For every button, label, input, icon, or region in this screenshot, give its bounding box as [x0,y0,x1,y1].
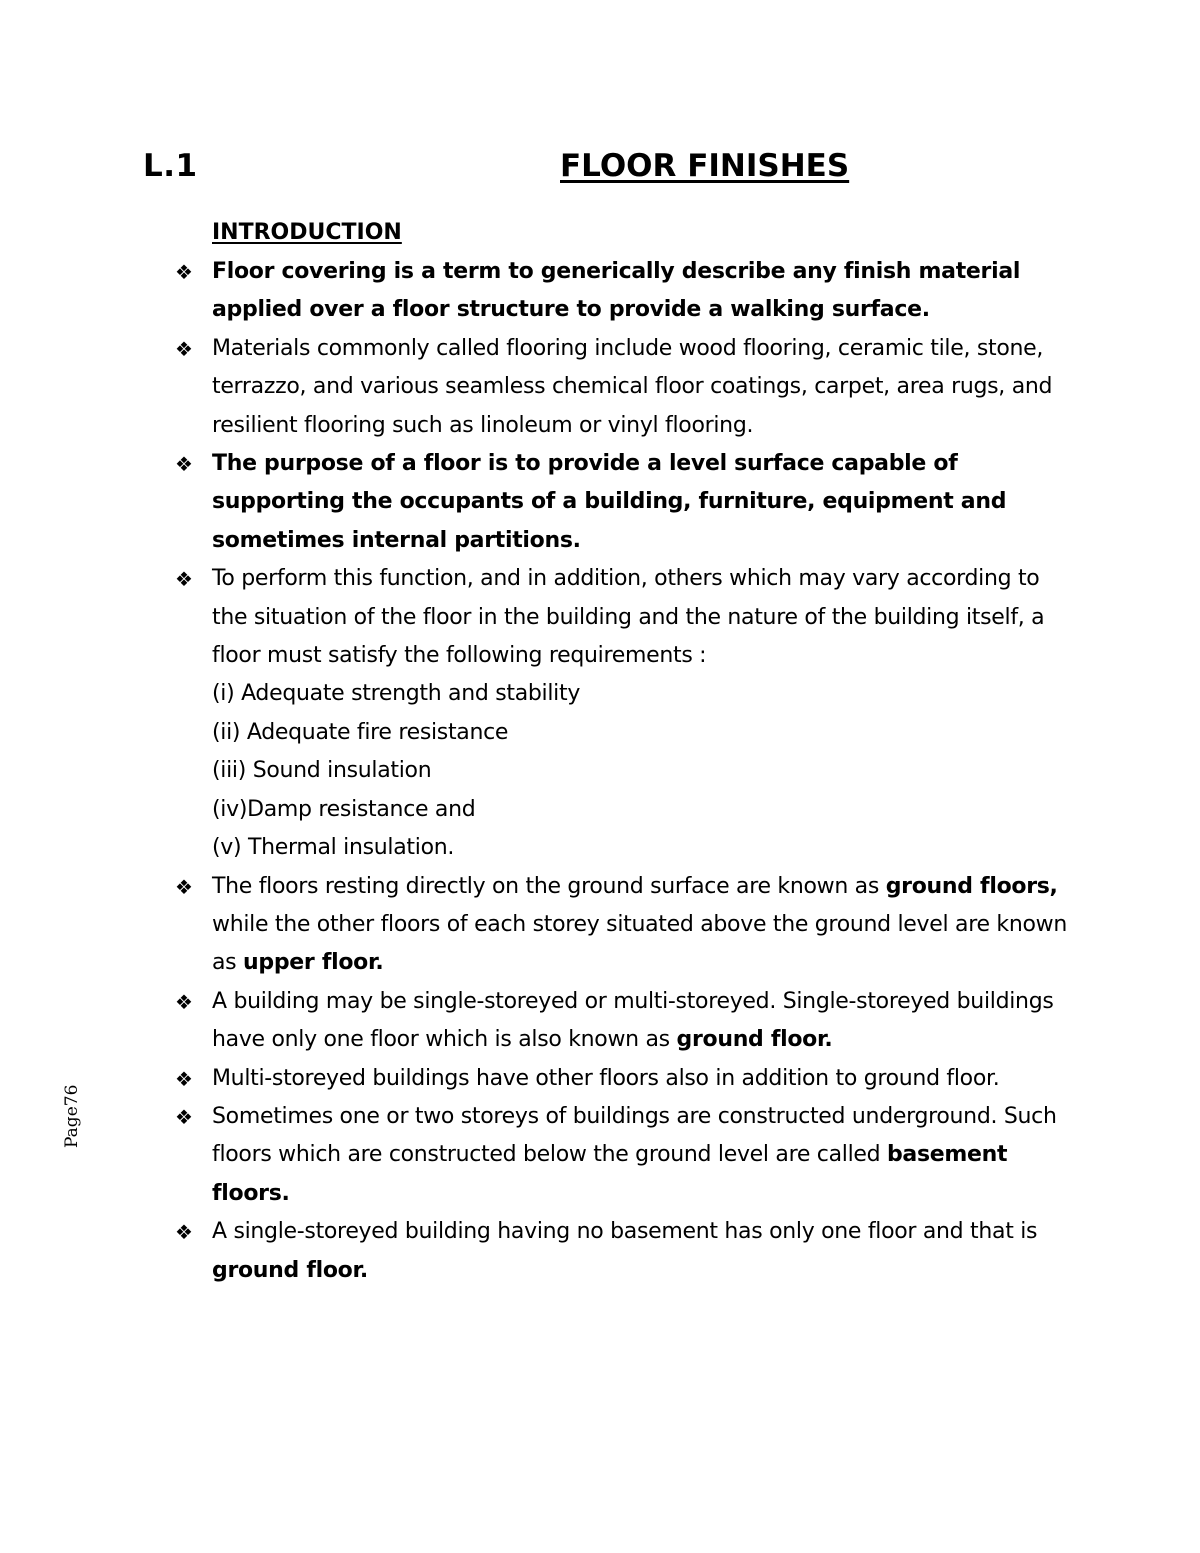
list-item [175,560,1075,867]
list-item-text: while the other floors of each storey situated above the ground level are known as [212,911,1067,976]
list-item-text: The floors resting directly on the ground surface are known as [212,873,886,899]
list-item-text: Materials commonly called flooring include wood flooring, ceramic tile, stone, terrazzo, and various seamless chemical floor coatings, carpet, area rugs, and resilient flooring such as linoleum or vinyl flooring. [212,335,1053,438]
diamond-bullet-icon: ❖ [175,1220,193,1245]
section-heading: INTRODUCTION [212,220,402,245]
list-item-text: A building may be single-storeyed or multi-storeyed. Single-storeyed buildings have only one floor which is also known as [212,988,1054,1053]
list-item-text: The purpose of a floor is to provide a level surface capable of supporting the occupants of a building, furniture, equipment and sometimes internal partitions. [212,451,1007,553]
diamond-bullet-icon: ❖ [175,989,193,1014]
emphasis-text: upper floor. [243,950,384,976]
diamond-bullet-icon: ❖ [175,1066,193,1091]
requirement-item: (ii) Adequate fire resistance [212,719,509,745]
diamond-bullet-icon: ❖ [175,336,193,361]
list-item-text: Sometimes one or two storeys of buildings are constructed underground. Such floors which are constructed below the ground level are called [212,1103,1057,1168]
diamond-bullet-icon: ❖ [175,452,193,477]
requirement-item: (iii) Sound insulation [212,758,432,784]
list-item [175,983,1075,1060]
list-item-text: A single-storeyed building having no basement has only one floor and that is [212,1219,1038,1245]
list-item [175,330,1075,445]
emphasis-text: basement floors. [212,1142,1008,1206]
diamond-bullet-icon: ❖ [175,567,193,592]
list-item [175,445,1075,560]
requirement-item: (iv)Damp resistance and [212,796,476,822]
list-item [175,868,1075,983]
list-item [175,1098,1075,1213]
page-number: Page76 [62,1084,82,1148]
list-item-text: Multi-storeyed buildings have other floors also in addition to ground floor. [212,1065,1000,1091]
emphasis-text: ground floor. [676,1027,833,1053]
list-item [175,253,1075,330]
bullet-list [175,253,1075,1290]
chapter-title: FLOOR FINISHES [560,148,850,184]
list-item-text: To perform this function, and in addition, others which may vary according to the situation of the floor in the building and the nature of the building itself, a floor must satisfy the following requirements : [212,566,1045,669]
list-item-text: Floor covering is a term to generically describe any finish material applied over a floor structure to provide a walking surface. [212,259,1021,323]
emphasis-text: ground floor. [212,1257,368,1283]
diamond-bullet-icon: ❖ [175,874,193,899]
list-item [175,1213,1075,1290]
diamond-bullet-icon: ❖ [175,260,193,284]
requirement-item: (v) Thermal insulation. [212,835,455,861]
emphasis-text: ground floors, [885,873,1058,899]
list-item [175,1060,1075,1098]
requirement-item: (i) Adequate strength and stability [212,681,581,707]
chapter-number: L.1 [143,148,198,184]
diamond-bullet-icon: ❖ [175,1104,193,1129]
